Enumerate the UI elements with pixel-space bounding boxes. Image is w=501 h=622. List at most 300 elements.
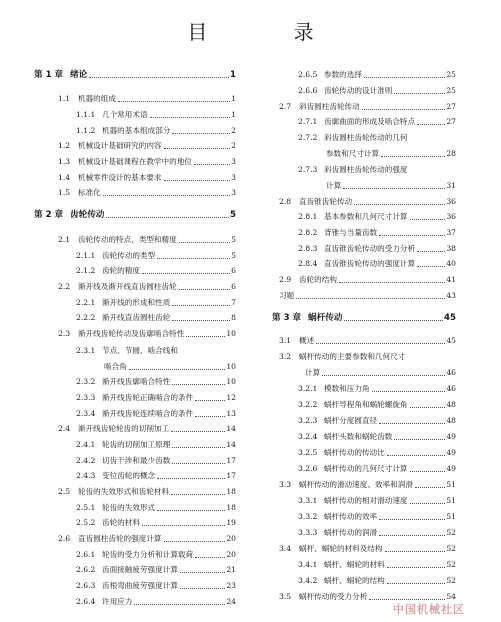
dot-leader: [179, 242, 230, 243]
toc-entry-title: 蜗杆导程角和蜗轮螺旋角: [324, 400, 408, 409]
toc-entry[interactable]: [34, 251, 236, 261]
toc-entry-number: 2.6.4: [76, 597, 96, 606]
toc-entry-number: 1.1: [58, 94, 71, 103]
dot-leader: [322, 375, 445, 376]
toc-entry-title: 渐开线及渐开线直齿圆柱齿轮: [78, 282, 177, 291]
dot-leader: [387, 583, 446, 584]
toc-entry-title: 概述: [299, 336, 315, 345]
toc-entry-number: 2.6: [58, 534, 71, 543]
toc-entry-number: 2.8.4: [298, 259, 318, 268]
dot-leader: [195, 400, 225, 401]
toc-entry[interactable]: [272, 400, 456, 410]
toc-entry-page: 40: [446, 259, 456, 268]
toc-entry-title: 机械设计基础课程在教学中的地位: [78, 157, 192, 166]
toc-entry-page: 43: [446, 291, 456, 300]
toc-entry-title: 齿轮传动的设计准则: [324, 86, 393, 95]
dot-leader: [415, 487, 445, 488]
dot-leader: [129, 369, 226, 370]
toc-entry-page: 23: [226, 581, 236, 590]
dot-leader: [164, 541, 226, 542]
toc-entry-title: 直齿锥齿轮传动的受力分析: [324, 244, 416, 253]
toc-entry-number: 2.3.1: [76, 346, 96, 355]
dot-leader: [410, 219, 446, 220]
toc-entry-title: 轮齿的失效形式和齿轮材料: [78, 487, 170, 496]
toc-entry-title: 蜗杆、蜗轮的材料: [324, 560, 385, 569]
toc-entry-number: 1.1.2: [76, 126, 96, 135]
toc-entry[interactable]: [272, 496, 456, 506]
toc-entry-number: 2.4.1: [76, 440, 96, 449]
toc-entry[interactable]: [272, 181, 456, 191]
toc-entry[interactable]: [272, 384, 456, 394]
toc-entry[interactable]: [272, 212, 456, 222]
toc-entry-page: 2: [231, 126, 236, 135]
toc-entry-number: 3.5: [279, 592, 292, 601]
toc-entry-number: 2.3.2: [76, 377, 96, 386]
toc-entry[interactable]: [34, 534, 236, 544]
toc-entry-number: 第 3 章: [272, 313, 302, 323]
toc-entry-title: 轮齿的受力分析和计算载荷: [102, 550, 194, 559]
toc-entry-number: 2.7.1: [298, 117, 318, 126]
toc-entry[interactable]: [272, 228, 456, 238]
toc-entry-page: 46: [446, 368, 456, 377]
toc-entry-page: 37: [446, 228, 456, 237]
toc-entry-number: 第 2 章: [34, 210, 64, 220]
toc-entry-number: 2.8.2: [298, 228, 318, 237]
dot-leader: [369, 599, 445, 600]
dot-leader: [157, 258, 230, 259]
toc-entry-number: 3.4: [279, 544, 292, 553]
dot-leader: [164, 148, 231, 149]
toc-entry-number: 3.3.1: [298, 496, 318, 505]
toc-entry-number: 3.3.2: [298, 512, 318, 521]
toc-entry-title: 轮齿的切削加工原理: [102, 440, 171, 449]
toc-entry-title: 参数的选择: [324, 70, 362, 79]
toc-entry-page: 51: [446, 512, 456, 521]
toc-entry[interactable]: [34, 188, 236, 198]
dot-leader: [372, 391, 446, 392]
toc-entry-title: 蜗杆传动的传动比: [324, 448, 385, 457]
toc-entry[interactable]: [272, 291, 456, 301]
toc-entry-page: 3: [231, 157, 236, 166]
toc-entry[interactable]: [272, 86, 456, 96]
toc-entry-title: 变位齿轮的概念: [102, 471, 156, 480]
toc-entry[interactable]: [272, 352, 456, 362]
toc-entry-number: 2.5.2: [76, 518, 96, 527]
toc-entry-title: 机械设计基础研究的内容: [78, 141, 162, 150]
toc-entry-page: 51: [446, 496, 456, 505]
toc-entry-number: 3.2: [279, 352, 292, 361]
dot-leader: [194, 164, 230, 165]
toc-entry[interactable]: [34, 298, 236, 308]
toc-entry-number: 1.5: [58, 188, 71, 197]
toc-entry[interactable]: [272, 528, 456, 538]
toc-entry-title: 斜齿圆柱齿轮传动的几何: [324, 133, 408, 142]
toc-entry-title: 渐开线齿轮轮齿的切削加工: [78, 424, 170, 433]
toc-entry-title: 蜗杆、蜗轮的材料及结构: [299, 544, 383, 553]
toc-entry-page: 12: [226, 393, 236, 402]
toc-entry-number: 3.2.2: [298, 400, 318, 409]
toc-entry-page: 41: [446, 275, 456, 284]
toc-entry-page: 1: [230, 70, 236, 80]
toc-entry-title: 蜗杆传动的相对滑动速度: [324, 496, 408, 505]
toc-entry-title: 计算: [305, 368, 321, 377]
toc-entry-title: 蜗杆传动的受力分析: [299, 592, 368, 601]
toc-entry[interactable]: [34, 235, 236, 245]
toc-entry[interactable]: [34, 126, 236, 136]
toc-entry-page: 7: [231, 298, 236, 307]
dot-leader: [164, 180, 231, 181]
toc-entry[interactable]: [272, 117, 456, 127]
toc-entry-title: 蜗杆传动的滑动速度、效率和润滑: [299, 480, 413, 489]
toc-entry-number: 3.1: [279, 336, 292, 345]
toc-entry[interactable]: [34, 266, 236, 276]
dot-leader: [195, 557, 225, 558]
dot-leader: [379, 235, 445, 236]
dot-leader: [186, 336, 225, 337]
toc-entry[interactable]: [272, 133, 456, 143]
toc-entry-page: 45: [446, 336, 456, 345]
toc-entry-number: 2.9: [279, 275, 292, 284]
toc-entry-number: 2.3.3: [76, 393, 96, 402]
toc-entry-title: 渐开线齿轮正确啮合的条件: [102, 393, 194, 402]
watermark: 中国机械社区: [393, 603, 465, 616]
toc-entry[interactable]: [272, 275, 456, 285]
toc-entry-number: 3.4.2: [298, 576, 318, 585]
dot-leader: [172, 463, 225, 464]
toc-entry-page: 52: [446, 560, 456, 569]
toc-entry-title: 齿根弯曲疲劳强度计算: [102, 581, 178, 590]
toc-entry[interactable]: [34, 487, 236, 497]
toc-entry-page: 21: [226, 565, 236, 574]
toc-entry[interactable]: [34, 471, 236, 481]
dot-leader: [89, 77, 229, 78]
toc-entry[interactable]: [34, 94, 236, 104]
toc-entry-number: 2.6.1: [76, 550, 96, 559]
toc-entry[interactable]: [272, 464, 456, 474]
toc-entry-page: 28: [446, 149, 456, 158]
toc-entry-page: 10: [226, 329, 236, 338]
toc-entry[interactable]: [34, 362, 236, 372]
toc-entry-page: 17: [226, 471, 236, 480]
toc-entry-page: 2: [231, 141, 236, 150]
toc-chapter-entry[interactable]: [272, 313, 456, 323]
dot-leader: [296, 298, 445, 299]
toc-entry-title: 蜗杆分度圆直径: [324, 416, 378, 425]
toc-entry-title: 齿轮传动的特点、类型和精度: [78, 235, 177, 244]
toc-entry-number: 2.7.2: [298, 133, 318, 142]
dot-leader: [157, 478, 225, 479]
toc-entry-number: 2.2.1: [76, 298, 96, 307]
toc-entry-title: 齿轮传动: [70, 210, 105, 220]
toc-entry-title: 渐开线直齿圆柱齿轮: [102, 313, 171, 322]
toc-entry[interactable]: [272, 560, 456, 570]
toc-entry-title: 直齿锥齿轮传动的强度计算: [324, 259, 416, 268]
toc-entry-page: 17: [226, 456, 236, 465]
toc-entry-title: 齿廓曲面的形成及啮合特点: [324, 117, 416, 126]
toc-entry[interactable]: [34, 313, 236, 323]
dot-leader: [379, 519, 445, 520]
toc-chapter-entry[interactable]: [34, 210, 236, 220]
toc-entry[interactable]: [34, 282, 236, 292]
toc-entry[interactable]: [34, 581, 236, 591]
toc-entry[interactable]: [34, 456, 236, 466]
toc-entry-number: 1.3: [58, 157, 71, 166]
toc-entry-page: 13: [226, 409, 236, 418]
toc-entry-page: 19: [226, 518, 236, 527]
dot-leader: [316, 343, 445, 344]
toc-entry-page: 48: [446, 400, 456, 409]
toc-entry[interactable]: [272, 70, 456, 80]
toc-entry-title: 几个常用术语: [102, 110, 148, 119]
toc-entry[interactable]: [272, 165, 456, 175]
toc-entry-page: 51: [446, 480, 456, 489]
toc-entry[interactable]: [272, 576, 456, 586]
dot-leader: [417, 124, 445, 125]
dot-leader: [180, 588, 225, 589]
dot-leader: [379, 535, 445, 536]
toc-entry[interactable]: [34, 409, 236, 419]
toc-entry-page: 36: [446, 197, 456, 206]
dot-leader: [344, 320, 443, 321]
toc-entry[interactable]: [34, 597, 236, 607]
toc-entry[interactable]: [34, 377, 236, 387]
toc-entry[interactable]: [34, 565, 236, 575]
toc-entry-number: 3.2.6: [298, 464, 318, 473]
toc-entry-number: 2.3.4: [76, 409, 96, 418]
toc-entry-title: 机械零件设计的基本要求: [78, 173, 162, 182]
toc-entry-page: 24: [226, 597, 236, 606]
dot-leader: [417, 266, 445, 267]
toc-entry[interactable]: [272, 259, 456, 269]
toc-entry-page: 45: [444, 313, 456, 323]
toc-entry[interactable]: [34, 157, 236, 167]
toc-entry-number: 2.8.1: [298, 212, 318, 221]
toc-entry-number: 2.4.3: [76, 471, 96, 480]
toc-entry-title: 参数和尺寸计算: [326, 149, 380, 158]
toc-entry-page: 3: [231, 173, 236, 182]
dot-leader: [343, 188, 445, 189]
dot-leader: [172, 320, 230, 321]
toc-entry-page: 5: [231, 235, 236, 244]
toc-entry-page: 18: [226, 487, 236, 496]
toc-entry-number: 2.1.2: [76, 266, 96, 275]
toc-entry-number: 3.2.5: [298, 448, 318, 457]
dot-leader: [172, 384, 225, 385]
toc-entry[interactable]: [272, 336, 456, 346]
toc-entry-title: 蜗杆传动的几何尺寸计算: [324, 464, 408, 473]
toc-entry-title: 标准化: [78, 188, 101, 197]
toc-entry-page: 10: [226, 362, 236, 371]
toc-entry-page: 38: [446, 244, 456, 253]
dot-leader: [387, 455, 446, 456]
toc-entry-number: 2.8.3: [298, 244, 318, 253]
toc-entry-number: 3.2.3: [298, 416, 318, 425]
toc-entry-title: 模数和压力角: [324, 384, 370, 393]
toc-entry-title: 啮合角: [104, 362, 127, 371]
toc-entry-number: 3.4.1: [298, 560, 318, 569]
toc-entry-title: 蜗杆传动的效率: [324, 512, 378, 521]
toc-entry-number: 2.2.2: [76, 313, 96, 322]
toc-entry-page: 52: [446, 576, 456, 585]
toc-entry-number: 2.1: [58, 235, 71, 244]
toc-chapter-entry[interactable]: [34, 70, 236, 80]
dot-leader: [150, 117, 231, 118]
toc-entry-title: 直齿锥齿轮传动: [299, 197, 353, 206]
toc-entry-number: 1.1.1: [76, 110, 96, 119]
dot-leader: [381, 156, 445, 157]
toc-entry-title: 齿轮的材料: [102, 518, 140, 527]
toc-entry-number: 2.8: [279, 197, 292, 206]
toc-entry-page: 52: [446, 528, 456, 537]
dot-leader: [410, 471, 446, 472]
dot-leader: [103, 195, 230, 196]
toc-entry-page: 49: [446, 432, 456, 441]
dot-leader: [387, 567, 446, 568]
toc-entry-title: 习题: [279, 291, 295, 300]
toc-entry[interactable]: [34, 518, 236, 528]
toc-entry-page: 1: [231, 110, 236, 119]
toc-entry-number: 2.1.1: [76, 251, 96, 260]
dot-leader: [410, 407, 446, 408]
toc-entry[interactable]: [272, 149, 456, 159]
toc-entry[interactable]: [34, 393, 236, 403]
toc-entry-title: 蜗杆头数和蜗轮齿数: [324, 432, 393, 441]
toc-entry-number: 3.3: [279, 480, 292, 489]
toc-entry-page: 25: [446, 86, 456, 95]
toc-entry-number: 2.5.1: [76, 503, 96, 512]
dot-leader: [417, 251, 445, 252]
dot-leader: [354, 204, 445, 205]
toc-entry-number: 1.4: [58, 173, 71, 182]
toc-entry[interactable]: [272, 244, 456, 254]
dot-leader: [394, 439, 445, 440]
toc-entry-page: 25: [446, 70, 456, 79]
toc-entry-page: 20: [226, 550, 236, 559]
toc-entry-title: 许用应力: [102, 597, 133, 606]
dot-leader: [118, 101, 230, 102]
dot-leader: [157, 510, 225, 511]
toc-entry[interactable]: [272, 197, 456, 207]
toc-entry[interactable]: [272, 544, 456, 554]
toc-entry-title: 蜗杆传动的主要参数和几何尺寸: [299, 352, 406, 361]
toc-entry-number: 第 1 章: [34, 70, 64, 80]
toc-entry-page: 48: [446, 416, 456, 425]
toc-entry[interactable]: [272, 368, 456, 378]
dot-leader: [142, 273, 230, 274]
toc-entry-page: 36: [446, 212, 456, 221]
dot-leader: [106, 217, 229, 218]
dot-leader: [362, 109, 446, 110]
dot-leader: [410, 503, 446, 504]
toc-entry[interactable]: [34, 141, 236, 151]
dot-leader: [172, 447, 225, 448]
toc-entry[interactable]: [34, 173, 236, 183]
toc-entry-page: 14: [226, 424, 236, 433]
toc-entry-page: 1: [231, 94, 236, 103]
toc-entry[interactable]: [34, 110, 236, 120]
toc-entry[interactable]: [272, 432, 456, 442]
toc-entry-title: 蜗杆、蜗轮的结构: [324, 576, 385, 585]
toc-entry-number: 2.7: [279, 102, 292, 111]
toc-entry-title: 机器的组成: [78, 94, 116, 103]
toc-entry-title: 渐开线齿廓啮合特性: [102, 377, 171, 386]
toc-entry-page: 46: [446, 384, 456, 393]
toc-entry-title: 基本参数和几何尺寸计算: [324, 212, 408, 221]
dot-leader: [171, 431, 225, 432]
toc-entry-title: 蜗杆传动: [308, 313, 343, 323]
toc-entry[interactable]: [272, 512, 456, 522]
toc-entry-title: 斜齿圆柱齿轮传动的强度: [324, 165, 408, 174]
dot-leader: [379, 423, 445, 424]
toc-entry-title: 切齿干涉和最少齿数: [102, 456, 171, 465]
dot-leader: [179, 289, 230, 290]
toc-entry-page: 3: [231, 188, 236, 197]
dot-leader: [180, 572, 225, 573]
toc-entry[interactable]: [272, 102, 456, 112]
dot-leader: [172, 305, 230, 306]
toc-entry[interactable]: [272, 480, 456, 490]
dot-leader: [339, 282, 445, 283]
toc-entry-page: 14: [226, 440, 236, 449]
dot-leader: [394, 93, 445, 94]
toc-entry-number: 3.3.3: [298, 528, 318, 537]
toc-entry[interactable]: [272, 416, 456, 426]
toc-entry-number: 3.2.1: [298, 384, 318, 393]
toc-entry-page: 52: [446, 544, 456, 553]
toc-entry-number: 2.6.5: [298, 70, 318, 79]
toc-entry-number: 2.7.3: [298, 165, 318, 174]
dot-leader: [142, 525, 225, 526]
toc-entry-page: 8: [231, 313, 236, 322]
toc-entry-number: 2.4.2: [76, 456, 96, 465]
toc-entry[interactable]: [34, 329, 236, 339]
toc-entry-page: 49: [446, 448, 456, 457]
toc-entry-page: 49: [446, 464, 456, 473]
toc-entry-title: 直齿圆柱齿轮的强度计算: [78, 534, 162, 543]
toc-entry-title: 渐开线的形成和性质: [102, 298, 171, 307]
dot-leader: [195, 416, 225, 417]
toc-entry-number: 1.2: [58, 141, 71, 150]
toc-entry-page: 54: [446, 592, 456, 601]
toc-entry-number: 2.6.6: [298, 86, 318, 95]
toc-entry-page: 5: [231, 251, 236, 260]
toc-entry-title: 轮齿的失效形式: [102, 503, 156, 512]
toc-entry-page: 6: [231, 282, 236, 291]
toc-entry-title: 背锥与当量齿数: [324, 228, 378, 237]
toc-entry-number: 3.2.4: [298, 432, 318, 441]
toc-entry-number: 2.3: [58, 329, 71, 338]
toc-entry[interactable]: [34, 503, 236, 513]
dot-leader: [172, 133, 230, 134]
toc-entry-title: 齿面接触疲劳强度计算: [102, 565, 178, 574]
toc-entry-number: 2.5: [58, 487, 71, 496]
toc-entry-number: 2.6.2: [76, 565, 96, 574]
toc-entry-title: 齿轮传动的类型: [102, 251, 156, 260]
toc-entry-page: 20: [226, 534, 236, 543]
toc-entry-page: 5: [230, 210, 236, 220]
toc-entry-title: 齿轮的精度: [102, 266, 140, 275]
toc-entry[interactable]: [272, 448, 456, 458]
toc-entry-page: 31: [446, 181, 456, 190]
toc-entry-title: 绪论: [70, 70, 88, 80]
toc-entry-number: 2.6.3: [76, 581, 96, 590]
toc-entry[interactable]: [34, 440, 236, 450]
toc-entry-title: 渐开线齿轮连续啮合的条件: [102, 409, 194, 418]
page-title: 目 录: [187, 20, 354, 44]
toc-entry[interactable]: [34, 346, 236, 356]
toc-entry[interactable]: [34, 424, 236, 434]
toc-entry[interactable]: [34, 550, 236, 560]
